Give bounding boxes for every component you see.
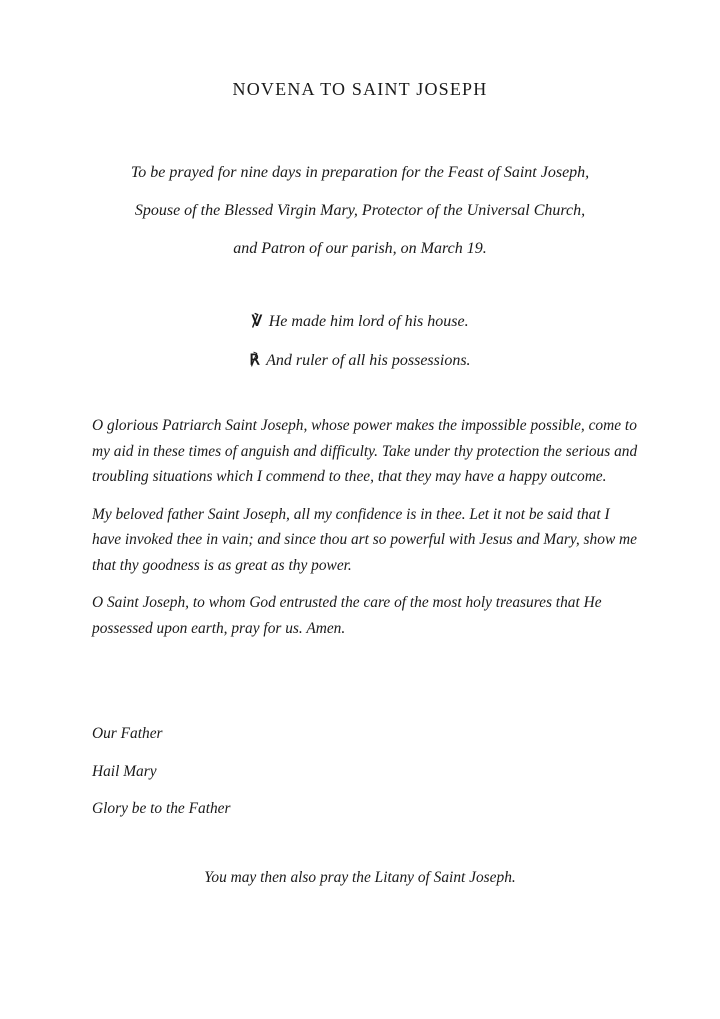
intro-block [60, 154, 660, 268]
versicle-text: He made him lord of his house. [268, 313, 469, 330]
closing-note: You may then also pray the Litany of Saint Joseph. [204, 869, 516, 886]
versicle-line [0, 302, 720, 341]
prayer-paragraph: O glorious Patriarch Saint Joseph, whose power makes the impossible possible, come to my aid in these times of anguish and difficulty. Take under thy protection the serious and troubling situations which I commend to thee, that they may have a happy outcome. [92, 417, 638, 485]
intro-line: Spouse of the Blessed Virgin Mary, Protector of the Universal Church, [134, 202, 586, 219]
response-icon: ℟ [249, 351, 261, 369]
response-line [0, 341, 720, 380]
prayer-list [92, 715, 231, 828]
prayer-body [92, 413, 638, 653]
versicle-block [0, 302, 720, 380]
prayer-list-item: Glory be to the Father [92, 800, 231, 817]
versicle-icon: ℣ [251, 312, 263, 330]
prayer-paragraph: My beloved father Saint Joseph, all my confidence is in thee. Let it not be said that I have invoked thee in vain; and since thou art so powerful with Jesus and Mary, show me that thy goodness is as great as thy power. [92, 505, 637, 574]
response-text: And ruler of all his possessions. [266, 352, 471, 369]
prayer-list-item: Hail Mary [92, 762, 157, 780]
prayer-list-item: Our Father [92, 725, 163, 742]
intro-line: To be prayed for nine days in preparation for the Feast of Saint Joseph, [130, 164, 590, 181]
prayer-paragraph: O Saint Joseph, to whom God entrusted the care of the most holy treasures that He possessed upon earth, pray for us. Amen. [92, 594, 602, 637]
intro-line: and Patron of our parish, on March 19. [233, 240, 487, 257]
page-title: NOVENA TO SAINT JOSEPH [232, 79, 488, 99]
